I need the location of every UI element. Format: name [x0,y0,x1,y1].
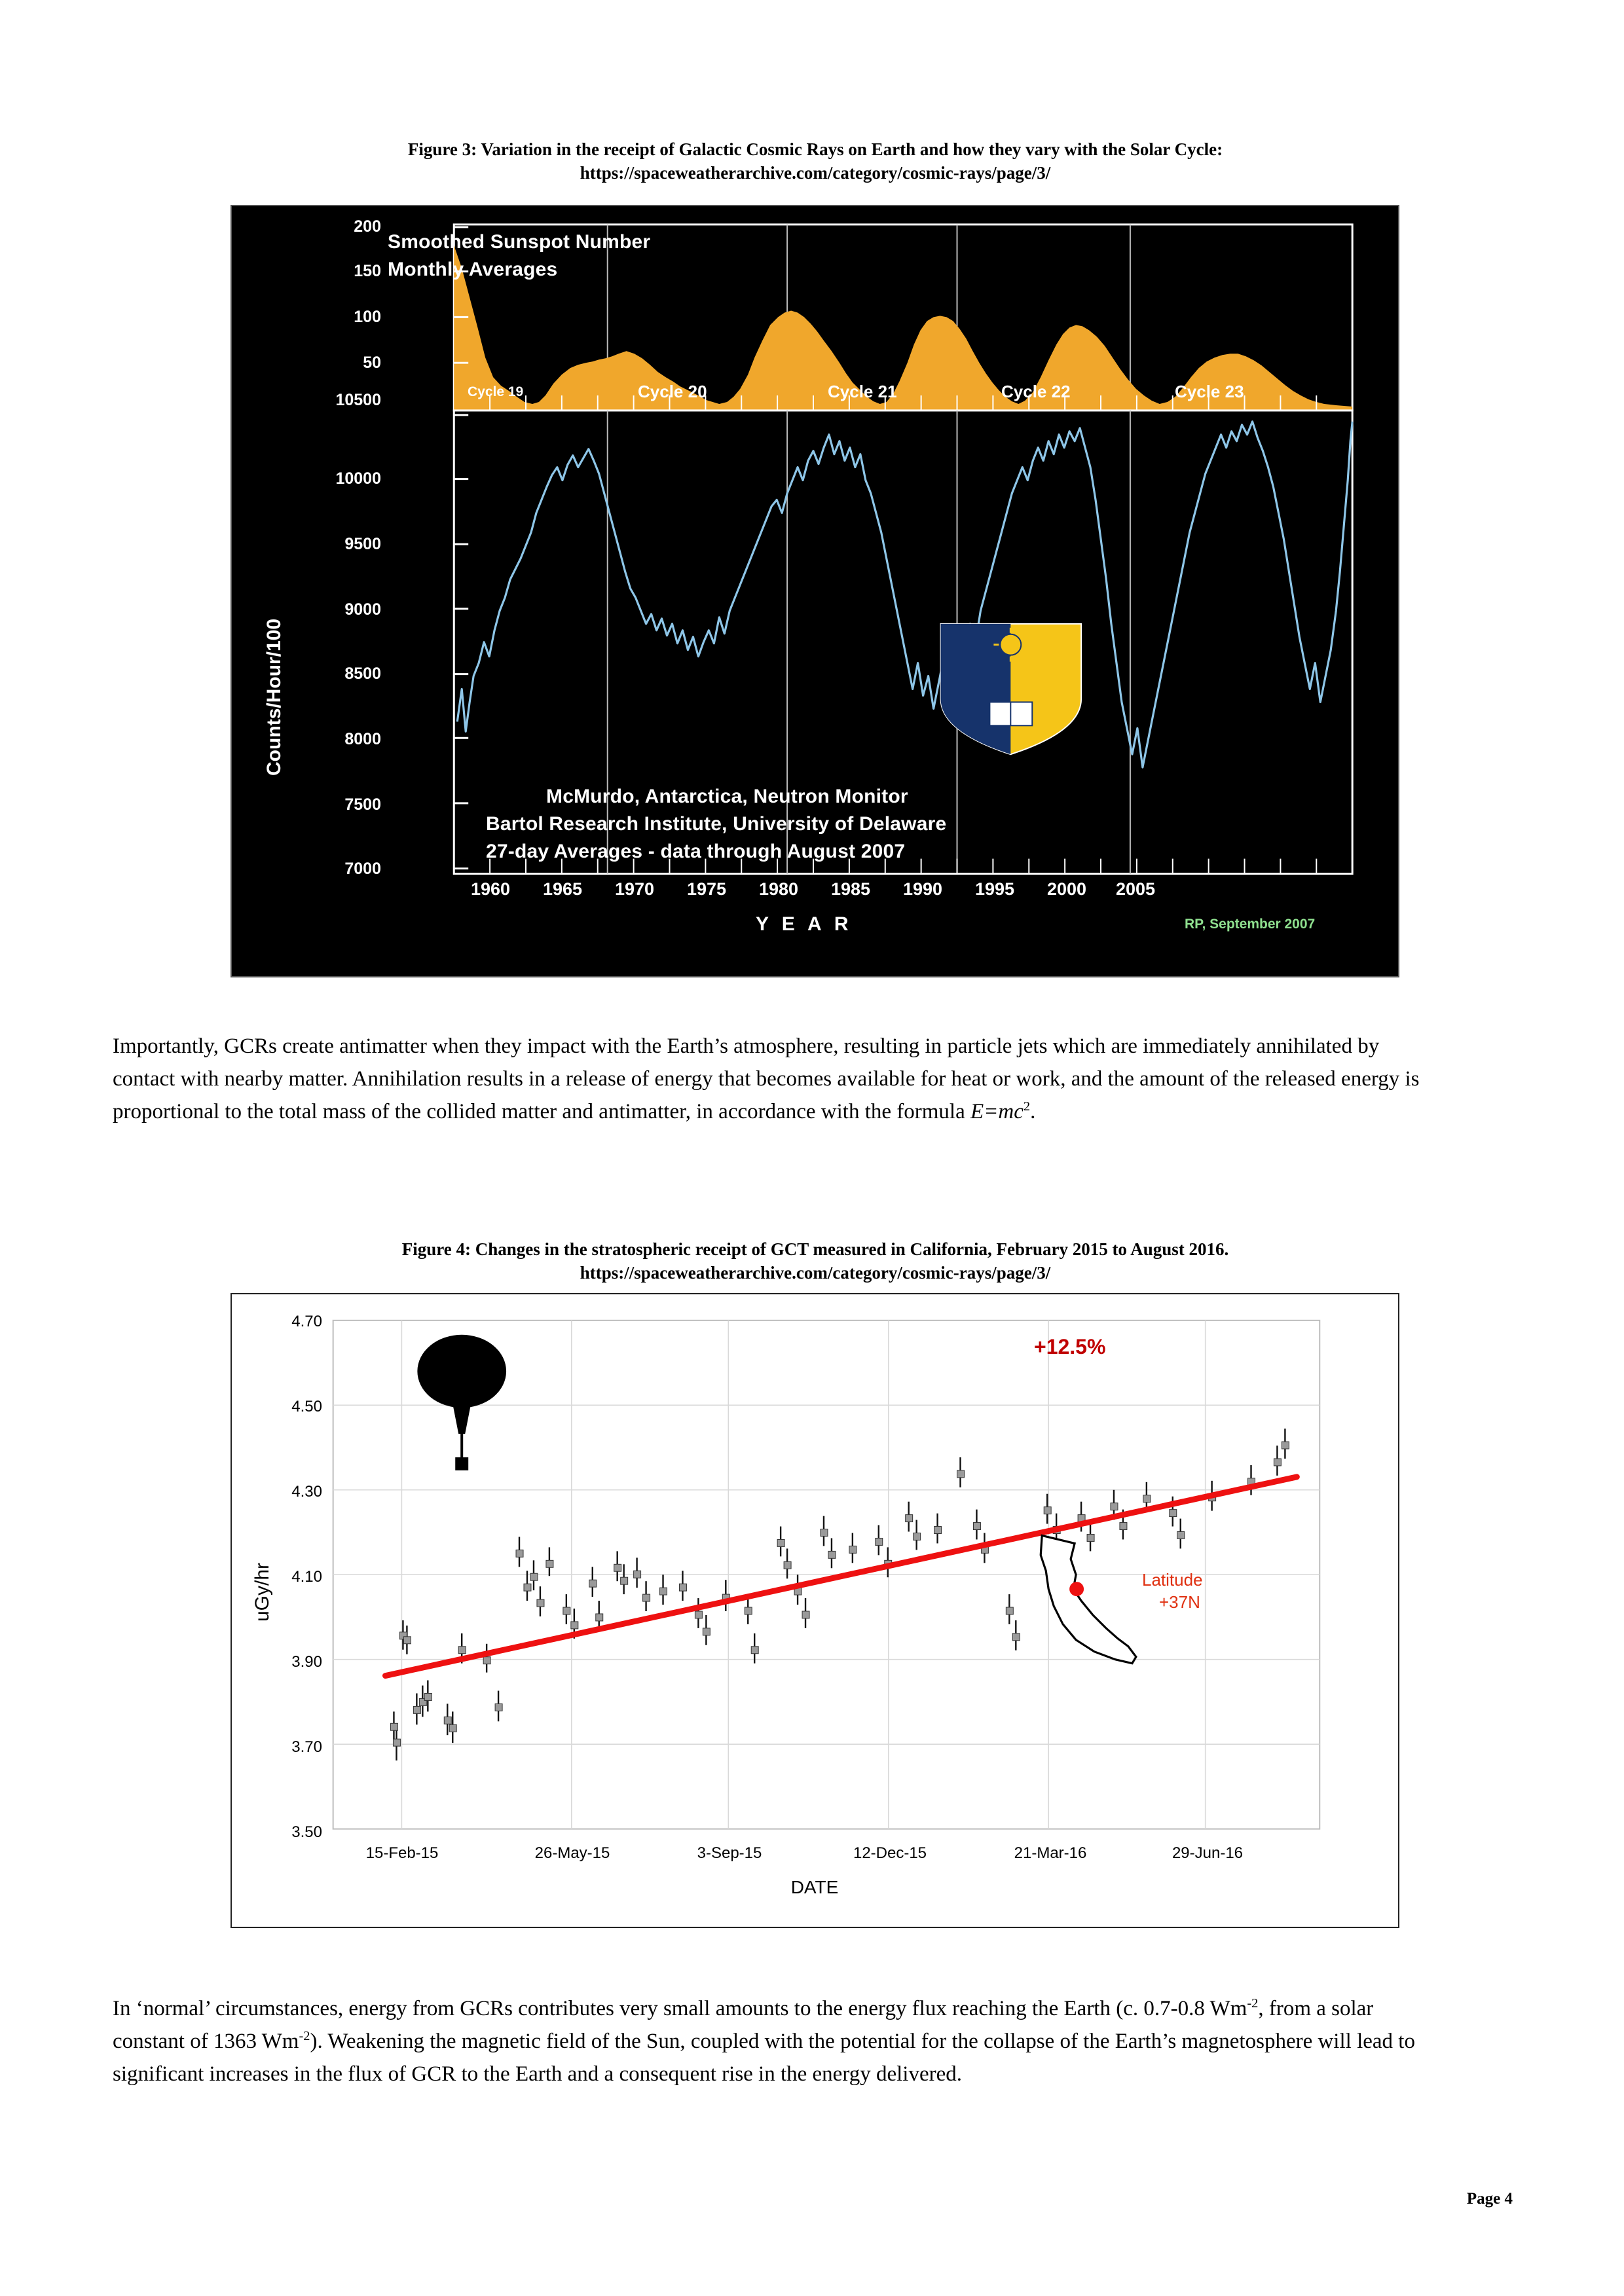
paragraph-energy-flux [113,1992,1429,2090]
figure3-footer-line2: Bartol Research Institute, University of Delaware [486,813,947,835]
figure4-xtick-1: 15-Feb-15 [365,1844,439,1862]
figure3-image [231,205,1399,977]
figure3-xtick-1995: 1995 [974,879,1015,899]
figure3-ytick-50: 50 [363,354,381,372]
figure3-ytick-9500: 9500 [344,535,381,553]
paragraph-energy-flux-a: In ‘normal’ circumstances, energy from GCRs contributes very small amounts to the energy flux reaching the Earth (c. 0.7-0.8 Wm [113,1997,1247,2020]
figure4-ytick-390: 3.90 [291,1653,322,1671]
figure4-xtick-3: 3-Sep-15 [697,1844,762,1862]
figure3-title-line1: Smoothed Sunspot Number [388,231,651,253]
figure4-xtick-2: 26-May-15 [534,1844,610,1862]
unit-exponent-1: -2 [1247,1996,1259,2011]
figure3-xtick-1980: 1980 [758,879,799,899]
figure4-latitude-line2: +37N [1159,1592,1200,1612]
figure3-cycle-19: Cycle 19 [468,384,524,399]
paragraph-energy-flux-c: ). Weakening the magnetic field of the Sun, coupled with the potential for the collapse of the Earth’s magnetosphere will lead to significant increases in the flux of GCR to the Earth and a consequent rise in the energy delivered. [113,2030,1415,2086]
figure3-xtick-1970: 1970 [614,879,655,899]
figure3-credit: RP, September 2007 [1185,917,1316,932]
figure3-ytick-10000: 10000 [335,469,381,488]
figure4-ytick-430: 4.30 [291,1483,322,1501]
figure3-y-axis-title: Counts/Hour/100 [263,618,285,776]
figure3-ytick-9000: 9000 [344,600,381,619]
figure4-chart-svg [232,1294,1398,1927]
figure3-xtick-1965: 1965 [542,879,583,899]
formula-exponent: 2 [1023,1099,1031,1114]
figure4-caption [229,1237,1401,1285]
figure3-xtick-2000: 2000 [1046,879,1087,899]
figure3-xtick-1975: 1975 [686,879,727,899]
paragraph-antimatter [113,1030,1422,1128]
figure3-xtick-1990: 1990 [902,879,943,899]
figure4-ytick-450: 4.50 [291,1398,322,1415]
unit-exponent-2: -2 [299,2029,310,2044]
figure4-x-axis-title: DATE [790,1877,839,1897]
figure3-cycle-20: Cycle 20 [638,382,707,401]
page-footer: Page 4 [1466,2190,1513,2208]
figure4-ytick-370: 3.70 [291,1738,322,1756]
figure4-caption-url: https://spaceweatherarchive.com/category/cosmic-rays/page/3/ [580,1263,1051,1283]
figure3-caption [229,137,1401,185]
figure4-caption-line1: Figure 4: Changes in the stratospheric receipt of GCT measured in California, February 2015 to August 2016. [401,1239,1229,1259]
figure3-caption-url: https://spaceweatherarchive.com/category/cosmic-rays/page/3/ [580,163,1051,183]
figure4-xtick-6: 29-Jun-16 [1172,1844,1244,1862]
figure3-ytick-7000: 7000 [344,860,381,878]
figure3-ytick-150: 150 [354,262,381,280]
figure3-cycle-21: Cycle 21 [828,382,897,401]
figure4-percent-annotation: +12.5% [1034,1335,1106,1358]
figure4-image [231,1293,1399,1928]
figure3-xtick-1960: 1960 [470,879,511,899]
figure4-xtick-5: 21-Mar-16 [1014,1844,1087,1862]
figure3-x-axis-title: Y E A R [756,913,853,935]
figure3-footer-line1: McMurdo, Antarctica, Neutron Monitor [546,786,908,807]
figure4-xtick-4: 12-Dec-15 [853,1844,927,1862]
figure4-latitude-line1: Latitude [1142,1570,1203,1590]
paragraph-antimatter-end: . [1030,1100,1036,1124]
figure4-ytick-410: 4.10 [291,1568,322,1586]
formula-emc2: E=mc [970,1100,1024,1124]
paragraph-antimatter-text: Importantly, GCRs create antimatter when they impact with the Earth’s atmosphere, resulting in particle jets which are immediately annihilated by contact with nearby matter. Annihilation results in a release of energy that becomes available for heat or work, and the amount of the released energy is proportional to the total mass of the collided matter and antimatter, in accordance with the formula [113,1034,1420,1124]
figure4-ytick-470: 4.70 [291,1313,322,1330]
figure3-title-line2: Monthly Averages [388,259,558,280]
figure3-ytick-10500: 10500 [335,391,381,409]
figure4-latitude-label [1142,1569,1203,1614]
figure3-xtick-2005: 2005 [1115,879,1156,899]
paragraph-energy-flux-b: , from a solar constant of 1363 Wm [113,1997,1374,2054]
figure3-footer-line3: 27-day Averages - data through August 2007 [486,841,906,862]
figure3-ytick-8000: 8000 [344,730,381,748]
figure4-ytick-350: 3.50 [291,1823,322,1841]
figure3-caption-line1: Figure 3: Variation in the receipt of Galactic Cosmic Rays on Earth and how they vary with the Solar Cycle: [407,139,1223,159]
figure3-ytick-7500: 7500 [344,795,381,814]
figure3-cycle-22: Cycle 22 [1001,382,1071,401]
figure3-xtick-1985: 1985 [830,879,871,899]
figure3-ytick-8500: 8500 [344,665,381,683]
figure3-ytick-100: 100 [354,308,381,326]
figure3-ytick-200: 200 [354,217,381,236]
figure4-y-axis-title: uGy/hr [251,1562,273,1622]
figure3-cycle-23: Cycle 23 [1175,382,1244,401]
